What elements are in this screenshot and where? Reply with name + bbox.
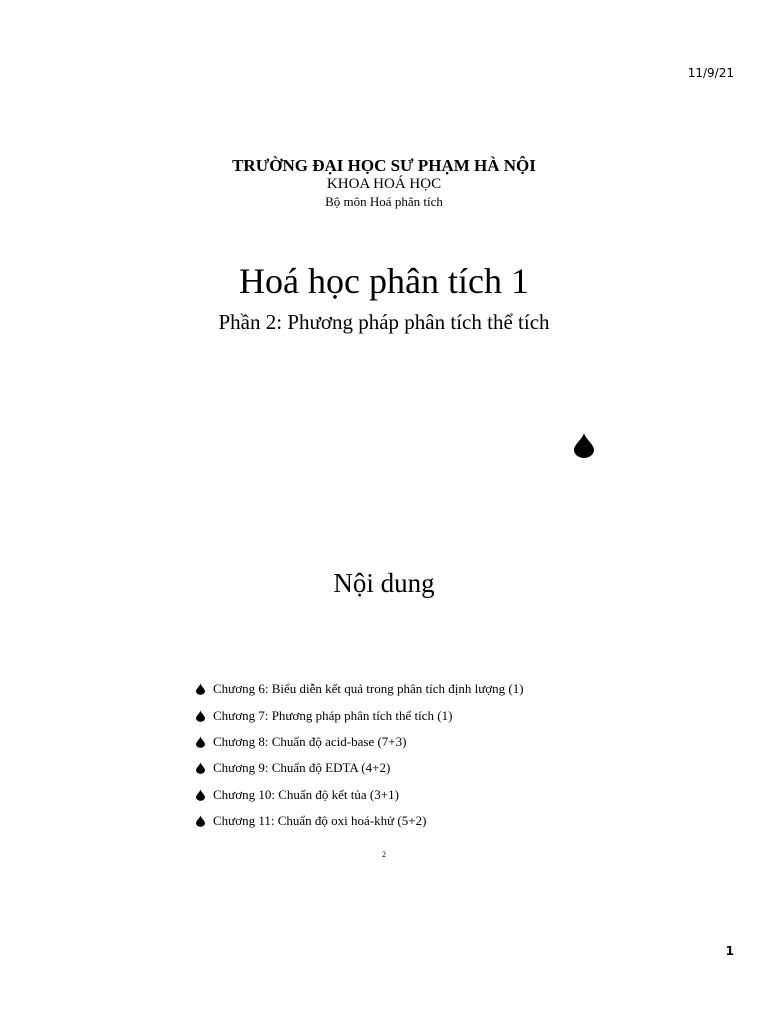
chapter-label: Chương 7: Phương pháp phân tích thể tích (1) [213, 707, 453, 723]
chapter-label: Chương 10: Chuẩn độ kết tủa (3+1) [213, 786, 399, 802]
list-item [196, 808, 524, 834]
list-item [196, 702, 524, 728]
list-item [196, 782, 524, 808]
list-item [196, 676, 524, 702]
drop-icon [196, 710, 205, 722]
drop-icon [196, 683, 205, 695]
drop-icon [196, 736, 205, 748]
course-title: Hoá học phân tích 1 [239, 261, 529, 301]
list-item [196, 729, 524, 755]
department-name: Bộ môn Hoá phân tích [325, 194, 443, 209]
page-number: 1 [725, 944, 734, 958]
chapter-label: Chương 9: Chuẩn độ EDTA (4+2) [213, 760, 391, 776]
contents-slide [152, 548, 616, 878]
course-subtitle: Phần 2: Phương pháp phân tích thể tích [218, 310, 550, 334]
chapter-label: Chương 6: Biểu diễn kết quả trong phân tích định lượng (1) [213, 681, 524, 697]
faculty-name: KHOA HOÁ HỌC [326, 176, 442, 192]
drop-icon [574, 432, 594, 458]
contents-title: Nội dung [333, 568, 435, 598]
list-item [196, 755, 524, 781]
drop-icon [196, 789, 205, 801]
chapter-list [196, 676, 524, 834]
document-date: 11/9/21 [687, 66, 734, 80]
title-slide [152, 138, 616, 486]
drop-icon [196, 762, 205, 774]
chapter-label: Chương 11: Chuẩn độ oxi hoá-khử (5+2) [213, 813, 427, 829]
chapter-label: Chương 8: Chuẩn độ acid-base (7+3) [213, 733, 407, 749]
slide-number: 2 [382, 850, 386, 859]
university-name: TRƯỜNG ĐẠI HỌC SƯ PHẠM HÀ NỘI [232, 156, 536, 175]
drop-icon [196, 815, 205, 827]
